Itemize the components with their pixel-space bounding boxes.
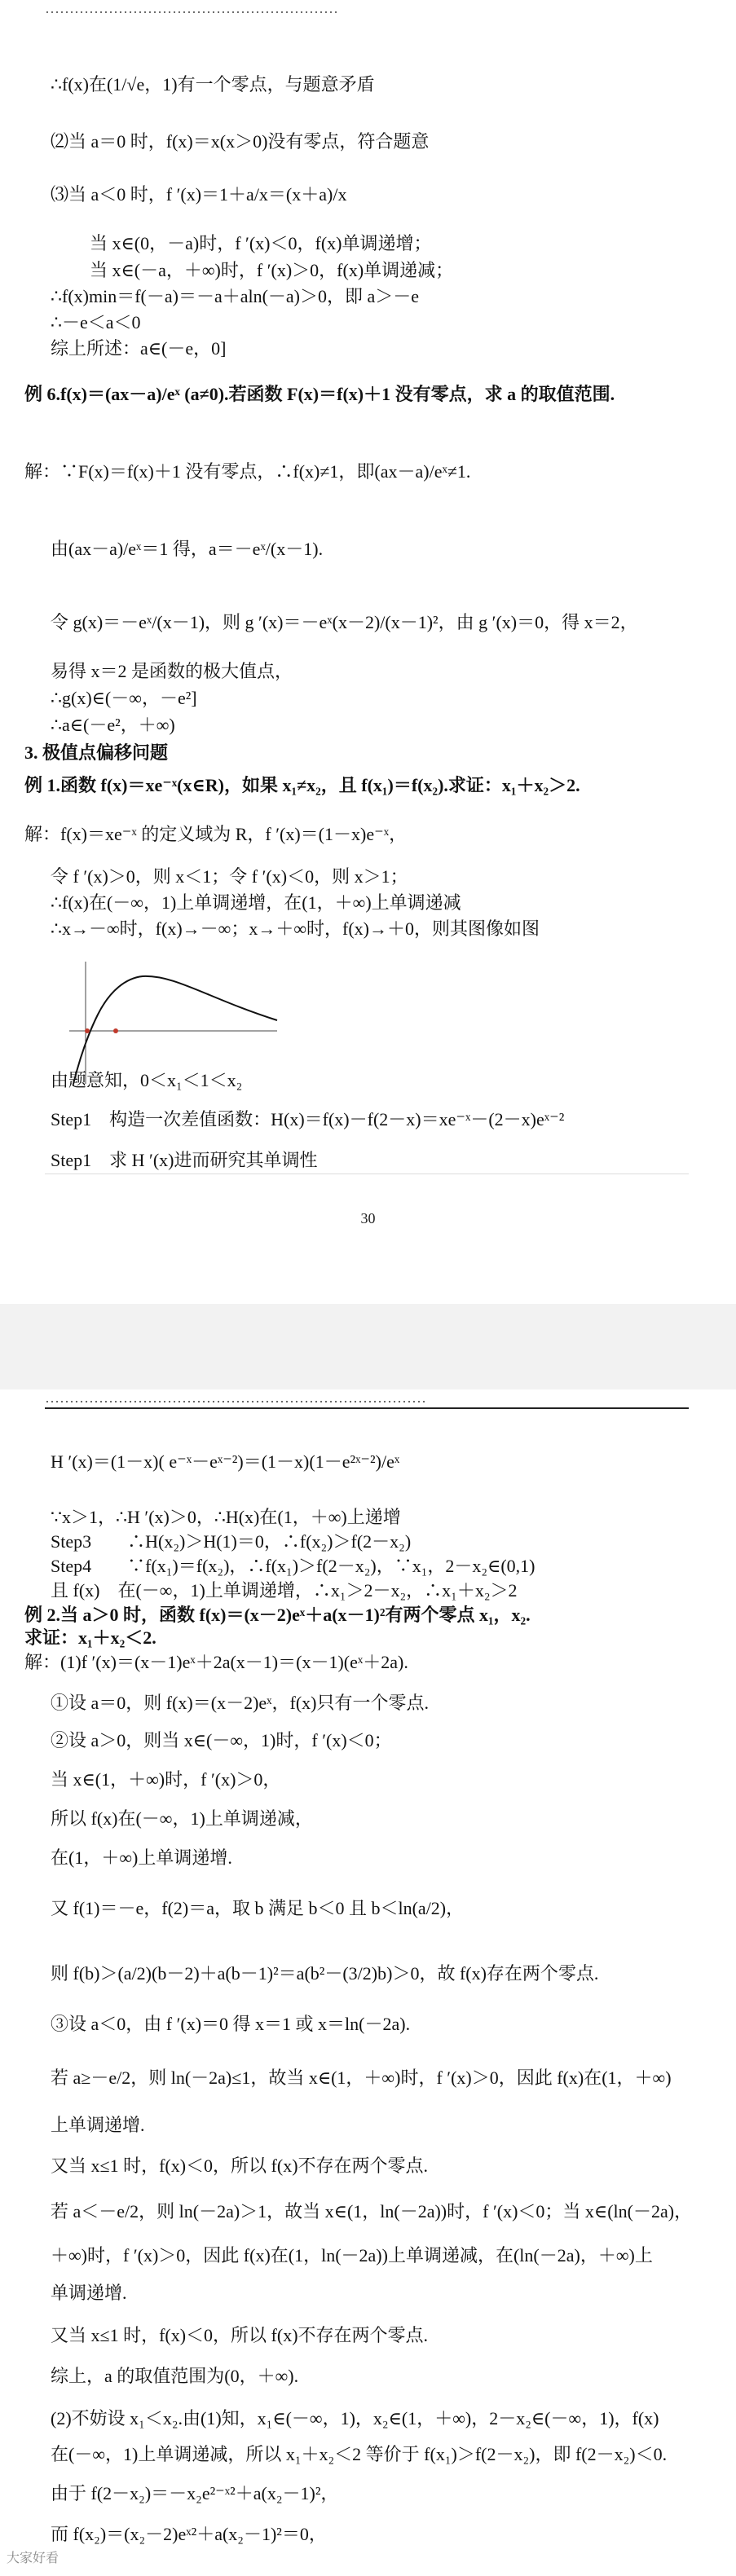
text-line: Step4 ∵f(x₁)＝f(x₂)，∴f(x₁)＞f(2－x₂)，∵x₁，2－x₂∈(0,1) — [51, 1556, 535, 1576]
text-line: 当 x∈(－a，＋∞)时，f ′(x)＞0，f(x)单调递减； — [90, 260, 454, 280]
text-line: 又当 x≤1 时，f(x)＜0，所以 f(x)不存在两个零点. — [51, 2155, 429, 2176]
text-line: 在(－∞，1)上单调递减，所以 x₁＋x₂＜2 等价于 f(x₁)＞f(2－x₂)，即 f(2－x₂)＜0. — [51, 2444, 668, 2464]
text-line: Step1 构造一次差值函数：H(x)＝f(x)－f(2－x)＝xe⁻ˣ－(2－x)eˣ⁻² — [51, 1109, 565, 1129]
text-line: ＋∞)时，f ′(x)＞0，因此 f(x)在(1，ln(－2a))上单调递减，在(ln(－2a)，＋∞)上 — [51, 2245, 653, 2266]
text-line: ∴a∈(－e²，＋∞) — [51, 715, 175, 735]
text-line: 求证：x₁＋x₂＜2. — [24, 1627, 156, 1648]
text-line: 令 g(x)＝－eˣ/(x－1)，则 g ′(x)＝－eˣ(x－2)/(x－1)²，由 g ′(x)＝0，得 x＝2， — [51, 612, 638, 632]
text-line: ⑶当 a＜0 时，f ′(x)＝1＋a/x＝(x＋a)/x — [51, 184, 347, 205]
function-graph — [69, 953, 281, 1084]
curve-xe-minus-x — [73, 976, 277, 1084]
text-line: 由(ax－a)/eˣ＝1 得，a＝－eˣ/(x－1). — [51, 539, 324, 559]
text-line: 且 f(x) 在(－∞，1)上单调递增，∴x₁＞2－x₂，∴x₁＋x₂＞2 — [51, 1580, 518, 1601]
text-line: 当 x∈(1，＋∞)时，f ′(x)＞0， — [51, 1769, 281, 1790]
text-line: 当 x∈(0，－a)时，f ′(x)＜0，f(x)单调递增； — [90, 233, 432, 253]
text-line: 单调递增. — [51, 2283, 127, 2303]
text-line: 若 a≥－e/2，则 ln(－2a)≤1，故当 x∈(1，＋∞)时，f ′(x)＞0，因此 f(x)在(1，＋∞) — [51, 2067, 672, 2088]
text-line: ∴f(x)min＝f(－a)＝－a＋aln(－a)＞0，即 a＞－e — [51, 286, 420, 306]
header-strip-2: …………………………………………………………………… — [45, 1389, 426, 1406]
point-x1 — [85, 1028, 90, 1033]
text-line: ∴g(x)∈(－∞，－e²] — [51, 688, 197, 708]
header-strip: …………………………………………………… — [45, 0, 338, 16]
text-line: ∵x＞1，∴H ′(x)＞0，∴H(x)在(1，＋∞)上递增 — [51, 1507, 401, 1527]
text-line: 例 6.f(x)＝(ax－a)/eˣ (a≠0).若函数 F(x)＝f(x)＋1 没有零点，求 a 的取值范围. — [24, 384, 615, 404]
text-line: 由于 f(2－x₂)＝－x₂e²⁻ˣ²＋a(x₂－1)²， — [51, 2483, 339, 2503]
text-line: 解：∵F(x)＝f(x)＋1 没有零点，∴f(x)≠1，即(ax－a)/eˣ≠1. — [24, 461, 471, 482]
text-line: 上单调递增. — [51, 2115, 145, 2135]
text-line: 在(1，＋∞)上单调递增. — [51, 1847, 232, 1868]
text-line: Step3 ∴H(x₂)＞H(1)＝0，∴f(x₂)＞f(2－x₂) — [51, 1531, 412, 1552]
text-line: 解：f(x)＝xe⁻ˣ 的定义域为 R，f ′(x)＝(1－x)e⁻ˣ， — [24, 824, 408, 844]
text-line: 若 a＜－e/2，则 ln(－2a)＞1，故当 x∈(1，ln(－2a))时，f ′(x)＜0；当 x∈(ln(－2a)， — [51, 2201, 693, 2222]
text-line: 令 f ′(x)＞0，则 x＜1；令 f ′(x)＜0，则 x＞1； — [51, 866, 408, 887]
text-line: ∴－e＜a＜0 — [51, 312, 141, 332]
text-line: ⑵当 a＝0 时，f(x)＝x(x＞0)没有零点，符合题意 — [51, 131, 430, 152]
text-line: 解：(1)f ′(x)＝(x－1)eˣ＋2a(x－1)＝(x－1)(eˣ＋2a). — [24, 1652, 408, 1672]
text-line: ②设 a＞0，则当 x∈(－∞，1)时，f ′(x)＜0； — [51, 1730, 392, 1750]
point-x2 — [113, 1028, 118, 1033]
text-line: ∴f(x)在(1/√e，1)有一个零点，与题意矛盾 — [51, 74, 375, 95]
text-line: (2)不妨设 x₁＜x₂.由(1)知，x₁∈(－∞，1)，x₂∈(1，＋∞)，2－x₂∈(－∞，1)，f(x) — [51, 2408, 659, 2428]
text-line: 又 f(1)＝－e，f(2)＝a，取 b 满足 b＜0 且 b＜ln(a/2)， — [51, 1898, 465, 1918]
text-line: H ′(x)＝(1－x)( e⁻ˣ－eˣ⁻²)＝(1－x)(1－e²ˣ⁻²)/eˣ — [51, 1451, 400, 1472]
text-line: 则 f(b)＞(a/2)(b－2)＋a(b－1)²＝a(b²－(3/2)b)＞0，故 f(x)存在两个零点. — [51, 1963, 599, 1984]
text-line: 综上，a 的取值范围为(0，＋∞). — [51, 2366, 299, 2386]
text-line: ∴f(x)在(－∞，1)上单调递增，在(1，＋∞)上单调递减 — [51, 892, 461, 913]
text-line: 又当 x≤1 时，f(x)＜0，所以 f(x)不存在两个零点. — [51, 2325, 429, 2345]
text-line: 而 f(x₂)＝(x₂－2)eˣ²＋a(x₂－1)²＝0， — [51, 2524, 327, 2544]
text-line: 综上所述：a∈(－e，0] — [51, 338, 227, 359]
text-line: ①设 a＝0，则 f(x)＝(x－2)eˣ，f(x)只有一个零点. — [51, 1693, 429, 1713]
text-line: ③设 a＜0，由 f ′(x)＝0 得 x＝1 或 x＝ln(－2a). — [51, 2014, 411, 2034]
page-gap — [0, 1304, 736, 1389]
page-number: 30 — [360, 1210, 376, 1226]
text-line: 例 1.函数 f(x)＝xe⁻ˣ(x∈R)，如果 x₁≠x₂，且 f(x₁)＝f(x₂).求证：x₁＋x₂＞2. — [24, 775, 580, 795]
text-line: 3. 极值点偏移问题 — [24, 742, 169, 763]
text-line: 例 2.当 a＞0 时，函数 f(x)＝(x－2)eˣ＋a(x－1)²有两个零点 x₁，x₂. — [24, 1605, 531, 1625]
header-rule — [45, 1407, 689, 1409]
text-line: 易得 x＝2 是函数的极大值点， — [51, 661, 293, 681]
footer-logo: 大家好看 — [7, 2552, 59, 2565]
text-line: ∴x→－∞时，f(x)→－∞；x→＋∞时，f(x)→＋0，则其图像如图 — [51, 918, 540, 939]
text-line: 所以 f(x)在(－∞，1)上单调递减， — [51, 1808, 313, 1829]
text-line: 由题意知，0＜x₁＜1＜x₂ — [51, 1070, 243, 1090]
text-line: Step1 求 H ′(x)进而研究其单调性 — [51, 1150, 318, 1170]
